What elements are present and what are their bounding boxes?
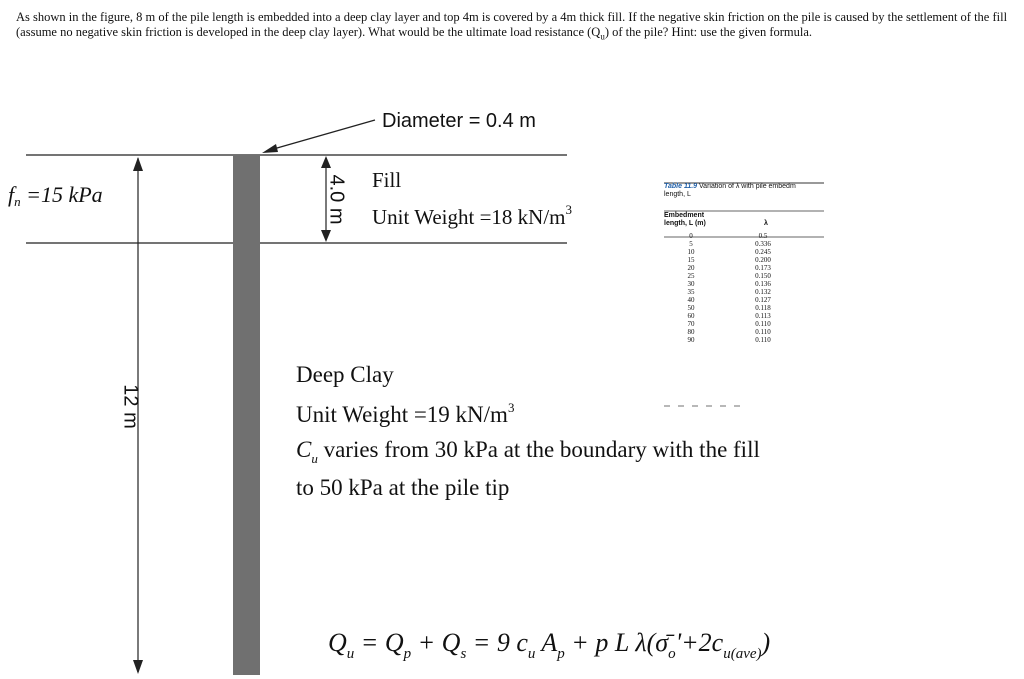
table-row [664, 304, 824, 312]
table-cell-lambda: 0.113 [755, 312, 771, 320]
negative-friction-label: $f_n =15$ kPa [8, 182, 103, 209]
table-cell-lambda: 0.245 [755, 248, 771, 256]
table-cell-length: 90 [687, 336, 695, 344]
table-cell-length: 80 [687, 328, 695, 336]
table-cell-lambda: 0.110 [755, 328, 771, 336]
table-cell-length: 60 [687, 312, 695, 320]
table-cell-lambda: 0.127 [755, 296, 771, 304]
table-row [664, 248, 824, 256]
dim-4m-arrow-bottom [321, 230, 331, 242]
table-row [664, 320, 824, 328]
table-cell-length: 50 [687, 304, 695, 312]
table-cell-length: 70 [687, 320, 695, 328]
diameter-label: Diameter = 0.4 m [382, 110, 536, 132]
table-cell-length: 20 [687, 264, 695, 272]
table-cell-lambda: 0.200 [755, 256, 771, 264]
dim-12m-arrow-top [133, 157, 143, 171]
table-cell-length: 25 [687, 272, 695, 280]
table-cell-length: 10 [687, 248, 695, 256]
diameter-leader [270, 120, 375, 150]
table-cell-lambda: 0.110 [755, 320, 771, 328]
dim-total-length: 12 m [119, 384, 142, 429]
fill-title: Fill [372, 168, 402, 192]
table-cell-lambda: 0.136 [755, 280, 771, 288]
dim-fill-thickness: 4.0 m [325, 174, 348, 225]
table-cell-lambda: 0.5 [758, 232, 768, 240]
table-cell-length: 40 [687, 296, 695, 304]
table-caption: Table 11.9 Variation of λ with pile embedm length, L [664, 183, 796, 198]
table-cell-lambda: 0.336 [755, 240, 771, 248]
table-row [664, 256, 824, 264]
table-cell-lambda: 0.150 [755, 272, 771, 280]
table-row [664, 280, 824, 288]
table-cell-length: 30 [687, 280, 695, 288]
table-row [664, 232, 824, 240]
clay-unit-weight: Unit Weight =19 $kN/m^3$ [296, 400, 515, 427]
dim-12m-arrow-bottom [133, 660, 143, 674]
lambda-table [664, 183, 824, 344]
table-cell-lambda: 0.132 [755, 288, 771, 296]
table-cell-lambda: 0.173 [755, 264, 771, 272]
table-cell-length: 15 [687, 256, 695, 264]
clay-cu-text-2: to 50 kPa at the pile tip [296, 475, 510, 500]
table-row [664, 240, 824, 248]
table-row [664, 288, 824, 296]
table-row [664, 264, 824, 272]
fill-unit-weight: Unit Weight =18 $kN/m^3$ [372, 202, 573, 229]
table-row [664, 312, 824, 320]
question-text: As shown in the figure, 8 m of the pile length is embedded into a deep clay layer and top 4m is covered by a 4m thick fill. If the negative skin friction on the pile is caused by the settlement of the fill (assume no negative skin friction is developed in the deep clay layer). What would be the ultimate load resistance $(Q_u)$ of the pile? Hint: use the given formula. [16, 10, 1008, 42]
table-cell-lambda: 0.118 [755, 304, 771, 312]
table-row [664, 296, 824, 304]
table-cell-lambda: 0.110 [755, 336, 771, 344]
diameter-arrowhead [262, 144, 278, 153]
clay-title: Deep Clay [296, 362, 394, 387]
formula: $Q_u = Q_p + Q_s = 9$ $c_u$ $A_p + p$ L $\lambda(\sigmā_o'+2c_{u(ave)})$ [328, 628, 771, 662]
pile [233, 155, 260, 675]
table-row [664, 272, 824, 280]
dim-4m-arrow-top [321, 156, 331, 168]
table-cell-length: 5 [689, 240, 693, 248]
table-cell-length: 35 [687, 288, 695, 296]
table-cell-length: 0 [689, 232, 693, 240]
clay-cu-text: $C_u$ varies from 30 kPa at the boundary with the fill [296, 437, 760, 466]
table-row [664, 328, 824, 336]
table-row [664, 336, 824, 344]
table-header: Embedment length, L (m) λ [664, 212, 768, 227]
